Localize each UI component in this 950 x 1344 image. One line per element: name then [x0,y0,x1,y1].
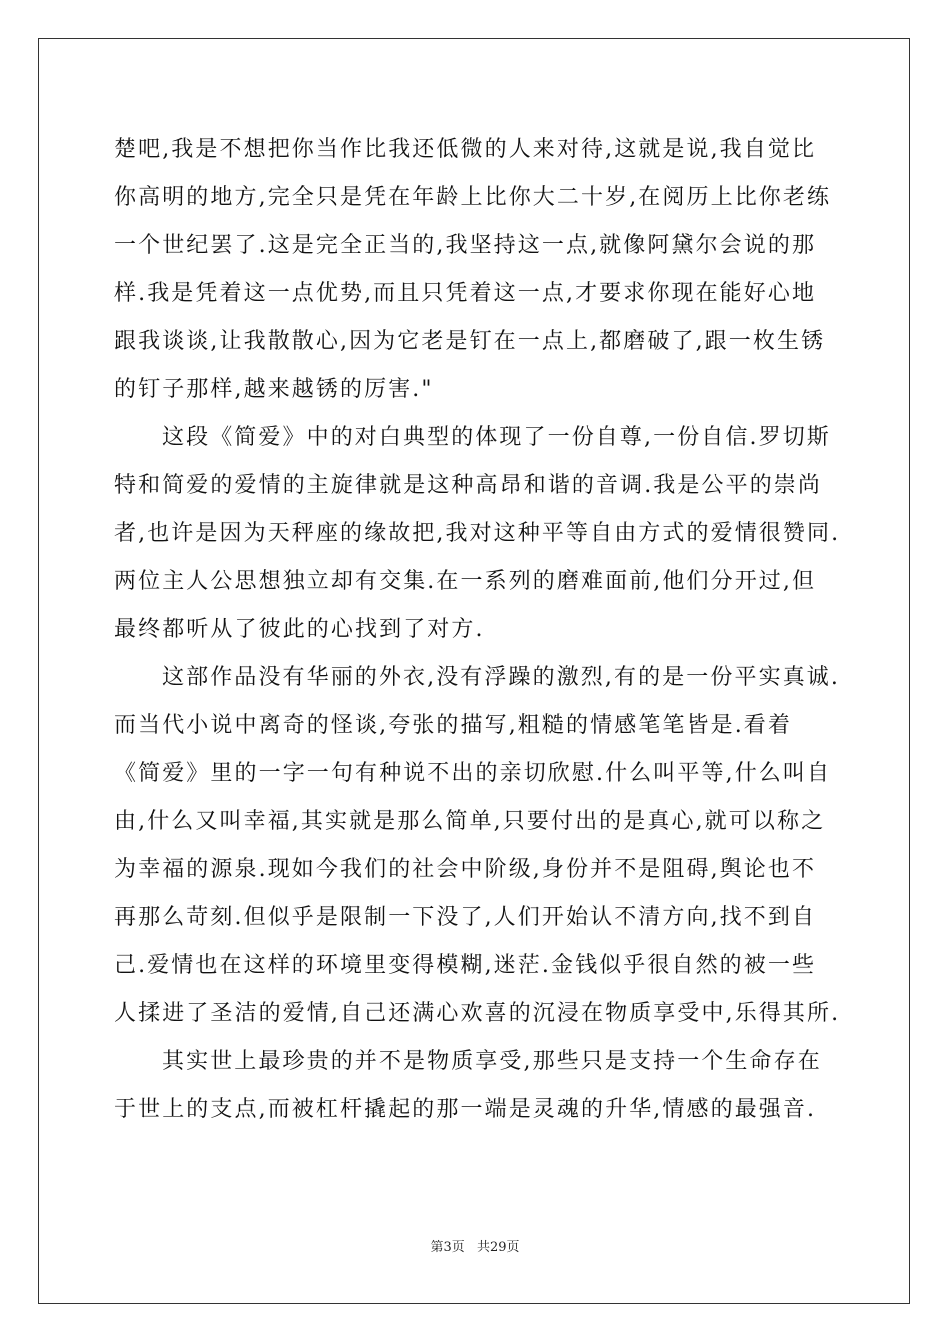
text-line: 为幸福的源泉.现如今我们的社会中阶级,身份并不是阻碍,舆论也不 [114,857,817,882]
text-line: 最终都听从了彼此的心找到了对方. [114,617,485,642]
text-line: 《简爱》里的一字一句有种说不出的亲切欣慰.什么叫平等,什么叫自 [114,761,832,786]
text-line: 者,也许是因为天秤座的缘故把,我对这种平等自由方式的爱情很赞同. [114,521,841,546]
text-line: 两位主人公思想独立却有交集.在一系列的磨难面前,他们分开过,但 [114,569,817,594]
text-line: 人揉进了圣洁的爱情,自己还满心欢喜的沉浸在物质享受中,乐得其所. [114,1001,841,1026]
text-line: 这部作品没有华丽的外衣,没有浮躁的激烈,有的是一份平实真诚. [162,665,840,690]
paragraph-3 [114,654,841,1038]
text-line: 一个世纪罢了.这是完全正当的,我坚持这一点,就像阿黛尔会说的那 [114,233,817,258]
text-line: 你高明的地方,完全只是凭在年龄上比你大二十岁,在阅历上比你老练 [114,185,832,210]
text-line: 于世上的支点,而被杠杆撬起的那一端是灵魂的升华,情感的最强音. [114,1097,817,1122]
paragraph-4 [114,1038,838,1134]
text-line: 其实世上最珍贵的并不是物质享受,那些只是支持一个生命存在 [162,1049,822,1074]
text-line: 特和简爱的爱情的主旋律就是这种高昂和谐的音调.我是公平的崇尚 [114,473,822,498]
text-line: 的钉子那样,越来越锈的厉害." [114,377,434,402]
text-line: 样.我是凭着这一点优势,而且只凭着这一点,才要求你现在能好心地 [114,281,817,306]
document-body [114,126,841,1134]
text-line: 己.爱情也在这样的环境里变得模糊,迷茫.金钱似乎很自然的被一些 [114,953,817,978]
page-footer [0,1236,950,1255]
paragraph-1 [114,126,838,414]
text-line: 而当代小说中离奇的怪谈,夸张的描写,粗糙的情感笔笔皆是.看着 [114,713,792,738]
text-line: 跟我谈谈,让我散散心,因为它老是钉在一点上,都磨破了,跟一枚生锈 [114,329,826,354]
text-line: 再那么苛刻.但似乎是限制一下没了,人们开始认不清方向,找不到自 [114,905,817,930]
text-line: 由,什么又叫幸福,其实就是那么简单,只要付出的是真心,就可以称之 [114,809,826,834]
page-number: 第3页 [430,1240,465,1255]
page-total: 共29页 [476,1240,520,1255]
paragraph-2 [114,414,841,654]
text-line: 楚吧,我是不想把你当作比我还低微的人来对待,这就是说,我自觉比 [114,137,817,162]
text-line: 这段《简爱》中的对白典型的体现了一份自尊,一份自信.罗切斯 [162,425,831,450]
